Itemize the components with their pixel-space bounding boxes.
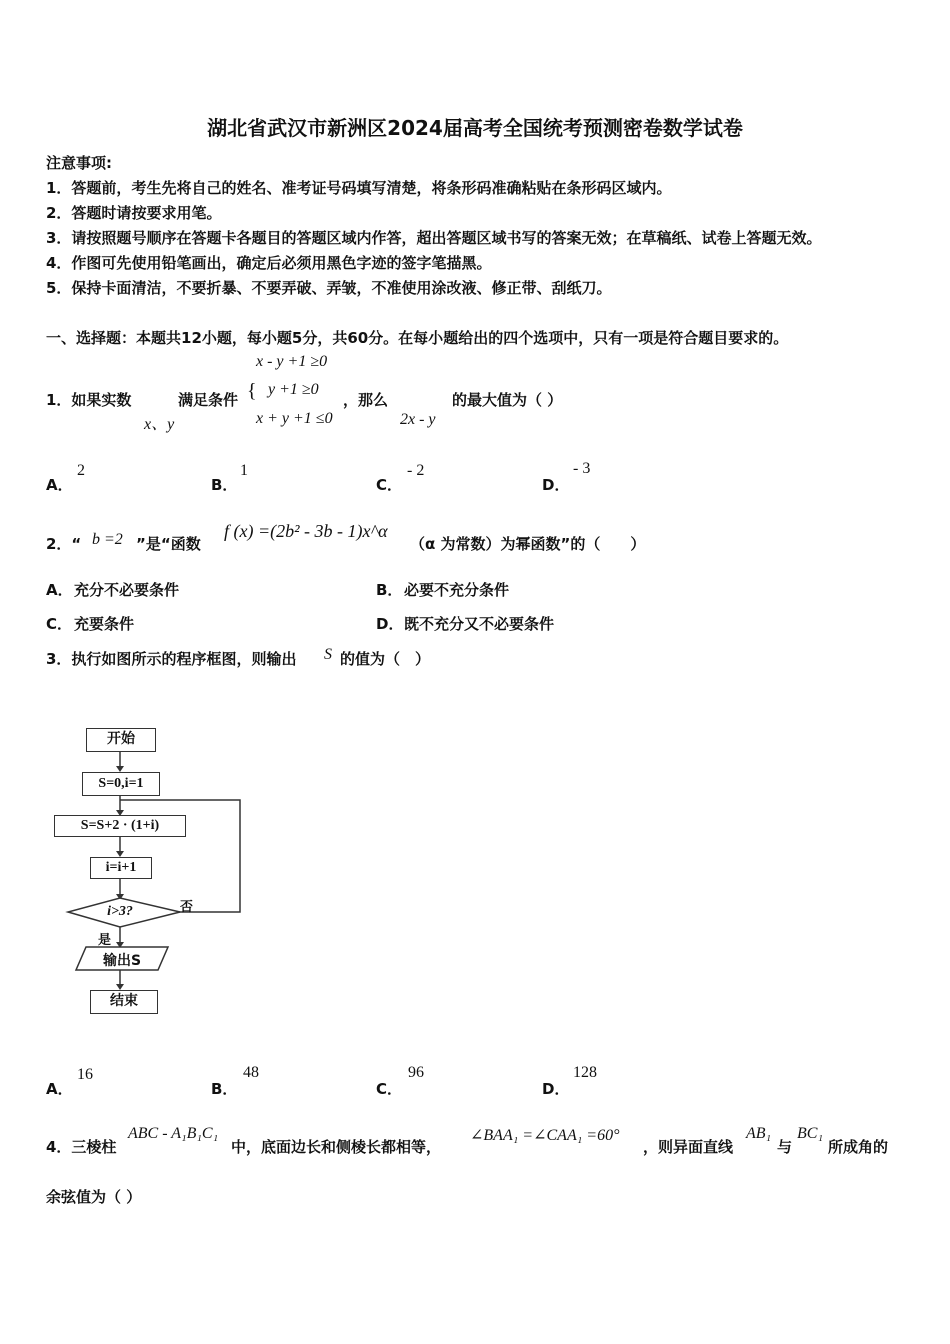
flowchart-increment: i=i+1 (90, 857, 152, 879)
q2-option-d-label: D． (376, 615, 404, 633)
flowchart-yes-label: 是 (98, 933, 112, 948)
q1-mid: 满足条件 (178, 391, 239, 409)
flowchart-init: S=0,i=1 (82, 772, 160, 796)
q1-option-d-value: - 3 (573, 460, 591, 477)
q3-option-a-value: 16 (77, 1066, 93, 1083)
q2-function: f (x) =(2b² - 3b - 1)x^α (224, 521, 388, 541)
q2-option-b-text: 必要不充分条件 (404, 581, 510, 599)
q1-constraint-3: x + y +1 ≤0 (256, 410, 333, 427)
notice-item: 4．作图可先使用铅笔画出，确定后必须用黑色字迹的签字笔描黑。 (46, 254, 492, 272)
q2-alpha: （α 为常数）为幂函数”的（ ） (410, 535, 646, 553)
flowchart-no-label: 否 (180, 900, 194, 915)
q2-option-a-text: 充分不必要条件 (74, 581, 180, 599)
flowchart (40, 720, 250, 1030)
notice-item: 2．答题时请按要求用笔。 (46, 204, 222, 222)
q1-suffix: 的最大值为（ ） (452, 391, 563, 409)
q3-stem-pre: 3．执行如图所示的程序框图，则输出 (46, 650, 297, 668)
q4-and: 与 (777, 1138, 793, 1156)
q3-option-a-label: A． (46, 1080, 73, 1098)
notice-item: 3．请按照题号顺序在答题卡各题目的答题区域内作答，超出答题区域书写的答案无效；在草稿纸、试卷上答题无效。 (46, 229, 822, 247)
flowchart-output: 输出S (102, 953, 142, 969)
flowchart-condition: i>3? (107, 904, 133, 919)
q1-vars: x、y (144, 416, 175, 433)
q1-option-b-label: B． (211, 476, 238, 494)
q2-option-b-label: B． (376, 581, 403, 599)
q3-option-d-label: D． (542, 1080, 570, 1098)
q4-prefix: 4．三棱柱 (46, 1138, 117, 1156)
q4-mid: 中，底面边长和侧棱长都相等， (231, 1138, 442, 1156)
q4-prism: ABC - A₁B₁C₁ (128, 1125, 219, 1142)
q1-constraint-2: y +1 ≥0 (268, 381, 319, 398)
q1-expr: 2x - y (400, 411, 436, 428)
flowchart-update: S=S+2 · (1+i) (54, 815, 186, 837)
q1-option-d-label: D． (542, 476, 570, 494)
q3-stem-post: 的值为（ ） (340, 650, 431, 668)
q1-option-a-value: 2 (77, 462, 85, 479)
flowchart-start: 开始 (86, 728, 156, 752)
q3-option-b-label: B． (211, 1080, 238, 1098)
q4-line-1: AB₁ (746, 1125, 772, 1142)
page-title: 湖北省武汉市新洲区2024届高考全国统考预测密卷数学试卷 (207, 116, 743, 140)
q4-after: ，则异面直线 (643, 1138, 734, 1156)
q1-brace: { (247, 380, 257, 402)
q3-option-c-value: 96 (408, 1064, 424, 1081)
q4-line2: 余弦值为（ ） (46, 1188, 142, 1206)
q4-suffix: 所成角的 (828, 1138, 889, 1156)
q1-prefix: 1．如果实数 (46, 391, 132, 409)
q3-option-b-value: 48 (243, 1064, 259, 1081)
q2-option-d-text: 既不充分又不必要条件 (404, 615, 555, 633)
notice-item: 1．答题前，考生先将自己的姓名、准考证号码填写清楚，将条形码准确粘贴在条形码区域内。 (46, 179, 672, 197)
q1-option-a-label: A． (46, 476, 73, 494)
q2-prefix: 2．“ (46, 535, 82, 553)
q1-option-b-value: 1 (240, 462, 248, 479)
q2-option-c-text: 充要条件 (74, 615, 135, 633)
q2-option-a-label: A． (46, 581, 73, 599)
q4-angle: ∠BAA₁ =∠CAA₁ =60° (470, 1127, 620, 1144)
q1-constraint-1: x - y +1 ≥0 (256, 353, 328, 370)
q3-option-c-label: C． (376, 1080, 403, 1098)
q3-option-d-value: 128 (573, 1064, 597, 1081)
q3-var: S (324, 646, 332, 663)
q2-mid: ”是“函数 (136, 535, 201, 553)
q4-line-2: BC₁ (797, 1125, 824, 1142)
q1-after: ，那么 (343, 391, 389, 409)
q2-condition: b =2 (92, 531, 123, 548)
notice-heading: 注意事项: (46, 154, 112, 172)
flowchart-end: 结束 (90, 990, 158, 1014)
q2-option-c-label: C． (46, 615, 73, 633)
q1-option-c-value: - 2 (407, 462, 425, 479)
section-heading: 一、选择题：本题共12小题，每小题5分，共60分。在每小题给出的四个选项中，只有一项是符合题目要求的。 (46, 329, 789, 347)
notice-item: 5．保持卡面清洁，不要折暴、不要弄破、弄皱，不准使用涂改液、修正带、刮纸刀。 (46, 279, 612, 297)
q1-option-c-label: C． (376, 476, 403, 494)
